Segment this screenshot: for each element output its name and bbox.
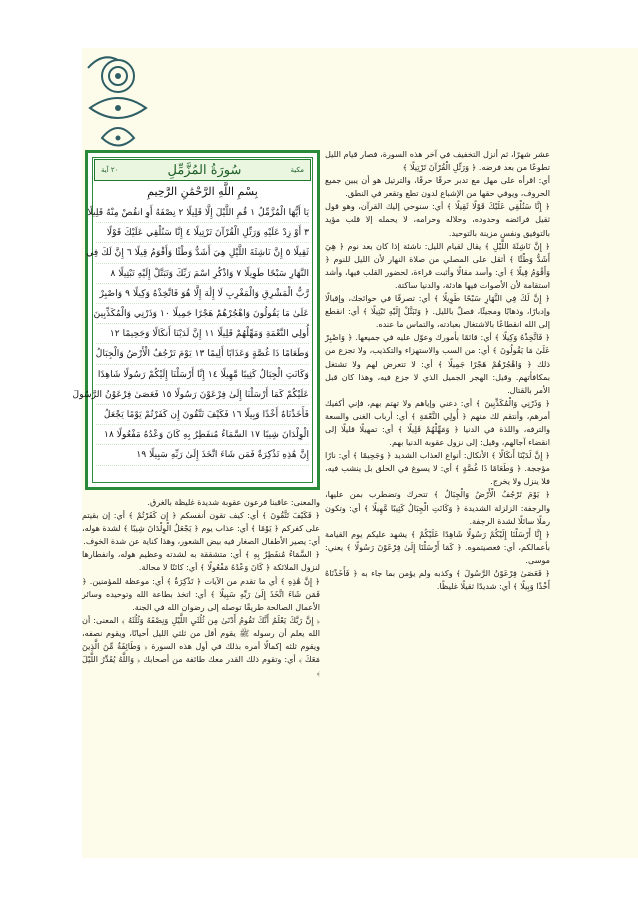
ayah-line: عَلَيْكُمْ كَمَا أَرْسَلْنَا إِلَىٰ فِرْعَوْنَ رَسُولًا ١٥ فَعَصَىٰ فِرْعَوْنُ الرَّسُولَ xyxy=(96,385,309,405)
quran-panel xyxy=(72,150,320,490)
tafsir-paragraph: ﴿ إِنَّا أَرْسَلْنَا إِلَيْكُمْ رَسُولًا شَاهِدًا عَلَيْكُمْ ﴾ يشهد عليكم يوم القيامة بأعمالكم، أي: فعصيتموه. ﴿ كَمَا أَرْسَلْنَا إِلَىٰ فِرْعَوْنَ رَسُولًا ﴾ يعني: موسى. xyxy=(325,528,550,565)
tafsir-paragraph: أي: اقرأه على مهل مع تدبر حرفًا حرفًا، والترتيل هو أن يبين جميع الحروف، ويوفي حقها من الإشباع لدون تطع وتقعر في النطق. xyxy=(325,175,550,199)
ayah-line: ٣ أَوْ زِدْ عَلَيْهِ وَرَتِّلِ الْقُرْآنَ تَرْتِيلًا ٤ إِنَّا سَنُلْقِي عَلَيْكَ قَوْلًا xyxy=(96,223,309,243)
basmala: بِسْمِ اللَّهِ الرَّحْمَٰنِ الرَّحِيمِ xyxy=(147,185,258,198)
ayah-line: وَطَعَامًا ذَا غُصَّةٍ وَعَذَابًا أَلِيمًا ١٣ يَوْمَ تَرْجُفُ الْأَرْضُ وَالْجِبَالُ xyxy=(96,344,309,364)
ayah-line: عَلَىٰ مَا يَقُولُونَ وَاهْجُرْهُمْ هَجْرًا جَمِيلًا ١٠ وَذَرْنِي وَالْمُكَذِّبِينَ xyxy=(96,304,309,324)
tafsir-paragraph: ﴿ فَكَيْفَ تَتَّقُونَ ﴾ أي: كيف تقون أنفسكم ﴿ إِن كَفَرْتُمْ ﴾ أي: إن بقيتم على كفركم ﴿ يَوْمًا ﴾ أي: عذاب يوم ﴿ يَجْعَلُ الْوِلْدَانَ شِيبًا ﴾ لشدة هوله، أي: يصير الأطفال الصغار فيه بيض الشعور، وهذا كناية عن شدة الخوف. xyxy=(82,510,320,547)
tafsir-paragraph: والمعنى: عاقبنا فرعون عقوبة شديدة غليظة بالغرق. xyxy=(147,497,320,507)
surah-meta-right: مكية xyxy=(290,166,304,174)
ayah-line: إِنَّ هَٰذِهِ تَذْكِرَةٌ فَمَن شَاءَ اتَّخَذَ إِلَىٰ رَبِّهِ سَبِيلًا ١٩ xyxy=(96,445,309,465)
tafsir-column-right xyxy=(325,148,550,593)
tafsir-paragraph: ﴿ إِنَّ نَاشِئَةَ اللَّيْلِ ﴾ يقال لقيام الليل: ناشئة إذا كان بعد نوم ﴿ هِيَ أَشَدُّ وَطْئًا ﴾ أثقل على المصلي من صلاة النهار لأن الليل للنوم ﴿ وَأَقْوَمُ قِيلًا ﴾ أي: وأسد مقالًا وأثبت قراءة، لحضور القلب فيها، وأشد استقامة لأن الأصوات فيها هادئة، والدنيا ساكتة. xyxy=(325,240,550,290)
tafsir-paragraph: ﴿ إِنَّ لَكَ فِي النَّهَارِ سَبْحًا طَوِيلًا ﴾ أي: تصرفًا في حوائجك، وإقبالًا وإدبارًا، وذهابًا ومجيئًا، فصلّ بالليل. ﴿ وَتَبَتَّلْ إِلَيْهِ تَبْتِيلًا ﴾ أي: انقطع إلى الله انقطاعًا بالاشتغال بعبادته، والتماس ما عنده. xyxy=(325,293,550,330)
ayah-line: الْوِلْدَانَ شِيبًا ١٧ السَّمَاءُ مُنفَطِرٌ بِهِ كَانَ وَعْدُهُ مَفْعُولًا ١٨ xyxy=(96,425,309,445)
ayah-line: فَأَخَذْنَاهُ أَخْذًا وَبِيلًا ١٦ فَكَيْفَ تَتَّقُونَ إِن كَفَرْتُمْ يَوْمًا يَجْعَلُ xyxy=(96,405,309,425)
tafsir-paragraph: ﴿ إِنَّ لَدَيْنَا أَنكَالًا ﴾ الأنكال: أنواع العذاب الشديد ﴿ وَجَحِيمًا ﴾ أي: نارًا مؤججة. ﴿ وَطَعَامًا ذَا غُصَّةٍ ﴾ أي: لا يسوغ في الحلق بل ينشب فيه، فلا ينزل ولا يخرج. xyxy=(325,450,550,487)
ayah-line: ثَقِيلًا ٥ إِنَّ نَاشِئَةَ اللَّيْلِ هِيَ أَشَدُّ وَطْئًا وَأَقْوَمُ قِيلًا ٦ إِنَّ لَكَ فِي xyxy=(96,243,309,263)
tafsir-column-left xyxy=(82,496,320,679)
tafsir-paragraph: ﴿ السَّمَاءُ مُنفَطِرٌ بِهِ ﴾ أي: متشققة به لشدته وعظيم هوله، وانفطارها لنزول الملائكة ﴿ كَانَ وَعْدُهُ مَفْعُولًا ﴾ أي: كائنًا لا محالة. xyxy=(82,549,320,573)
ornament-corner xyxy=(82,48,154,158)
tafsir-paragraph: عشر شهرًا، ثم أنزل التخفيف في آخر هذه السورة، فصار قيام الليل تطوعًا من بعد فرضه. ﴿ وَرَتِّلِ الْقُرْآنَ تَرْتِيلًا ﴾ xyxy=(325,149,550,173)
ayah-line: وَكَانَتِ الْجِبَالُ كَثِيبًا مَّهِيلًا ١٤ إِنَّا أَرْسَلْنَا إِلَيْكُمْ رَسُولًا شَاهِدًا xyxy=(96,365,309,385)
tafsir-paragraph: ﴿ وَذَرْنِي وَالْمُكَذِّبِينَ ﴾ أي: دعني وإياهم ولا تهتم بهم، فإني أكفيك أمرهم، وأنتقم لك منهم ﴿ أُولِي النَّعْمَةِ ﴾ أي: أرباب الغنى والسعة والترفه، واللذة في الدنيا ﴿ وَمَهِّلْهُمْ قَلِيلًا ﴾ أي: تمهيلًا قليلًا إلى انقضاء آجالهم، وقيل: إلى نزول عقوبة الدنيا بهم. xyxy=(325,397,550,448)
tafsir-paragraph: ﴿ إِنَّ رَبَّكَ يَعْلَمُ أَنَّكَ تَقُومُ أَدْنَىٰ مِن ثُلُثَيِ اللَّيْلِ وَنِصْفَهُ وَثُلُثَهُ ﴾ المعنى: أن الله يعلم أن رسوله ﷺ يقوم أقل من ثلثي الليل أحيانًا، ويقوم نصفه، ويقوم ثلثه إكمالًا أمره بذلك في أول هذه السورة ﴿ وَطَائِفَةٌ مِّنَ الَّذِينَ مَعَكَ ﴾ أي: وتقوم ذلك القدر معك طائفة من أصحابك ﴿ وَاللَّهُ يُقَدِّرُ اللَّيْلَ ﴾ xyxy=(82,614,320,678)
ayah-line: رَّبُّ الْمَشْرِقِ وَالْمَغْرِبِ لَا إِلَٰهَ إِلَّا هُوَ فَاتَّخِذْهُ وَكِيلًا ٩ وَاصْبِرْ xyxy=(96,284,309,304)
ayah-line: النَّهَارِ سَبْحًا طَوِيلًا ٧ وَاذْكُرِ اسْمَ رَبِّكَ وَتَبَتَّلْ إِلَيْهِ تَبْتِيلًا ٨ xyxy=(96,264,309,284)
tafsir-paragraph: ﴿ إِنَّا سَنُلْقِي عَلَيْكَ قَوْلًا ثَقِيلًا ﴾ أي: سنوحي إليك القرآن، وهو قول ثقيل فرائضه وحدوده، وحلاله وحرامه، لا يحمله إلا قلب مؤيد بالتوفيق ونفس مزينة بالتوحيد. xyxy=(325,201,550,238)
tafsir-paragraph: ﴿ يَوْمَ تَرْجُفُ الْأَرْضُ وَالْجِبَالُ ﴾ تتحرك وتضطرب بمن عليها، والرجفة: الزلزلة الشديدة ﴿ وَكَانَتِ الْجِبَالُ كَثِيبًا مَّهِيلًا ﴾ أي: وتكون رملًا سائلًا لشدة الرجفة. xyxy=(325,489,550,526)
ayah-lines xyxy=(72,203,309,479)
tafsir-paragraph: ﴿ إِنَّ هَٰذِهِ ﴾ أي ما تقدم من الآيات ﴿ تَذْكِرَةٌ ﴾ أي: موعظة للمؤمنين. ﴿ فَمَن شَاءَ اتَّخَذَ إِلَىٰ رَبِّهِ سَبِيلًا ﴾ أي: اتخذ بطاعة الله وتوحيده وسائر الأعمال الصالحة طريقًا توصله إلى رضوان الله في الجنة. xyxy=(82,575,320,612)
surah-header xyxy=(94,159,311,181)
ayah-line: أُولِي النَّعْمَةِ وَمَهِّلْهُمْ قَلِيلًا ١١ إِنَّ لَدَيْنَا أَنكَالًا وَجَحِيمًا ١٢ xyxy=(96,324,309,344)
surah-meta-left: ٢٠ آية xyxy=(101,166,119,174)
tafsir-paragraph: ﴿ فَاتَّخِذْهُ وَكِيلًا ﴾ أي: قائمًا بأمورك وعوّل عليه في جميعها. ﴿ وَاصْبِرْ عَلَىٰ مَا يَقُولُونَ ﴾ أي: من السب والاستهزاء والتكذيب، ولا تجزع من ذلك ﴿ وَاهْجُرْهُمْ هَجْرًا جَمِيلًا ﴾ أي: لا تتعرض لهم ولا تشتغل بمكافأتهم. وقيل: الهجر الجميل الذي لا جزع فيه، وهذا كان قبل الأمر بالقتال. xyxy=(325,332,550,395)
tafsir-paragraph: ﴿ فَعَصَىٰ فِرْعَوْنُ الرَّسُولَ ﴾ وكذبه ولم يؤمن بما جاء به ﴿ فَأَخَذْنَاهُ أَخْذًا وَبِيلًا ﴾ أي: شديدًا ثقيلًا غليظًا. xyxy=(325,568,550,592)
surah-title: سُورَةُ المُزَّمِّلِ xyxy=(167,162,242,178)
ayah-line: يَا أَيُّهَا الْمُزَّمِّلُ ١ قُمِ اللَّيْلَ إِلَّا قَلِيلًا ٢ نِصْفَهُ أَوِ انقُصْ مِنْهُ قَلِيلًا xyxy=(96,203,309,223)
